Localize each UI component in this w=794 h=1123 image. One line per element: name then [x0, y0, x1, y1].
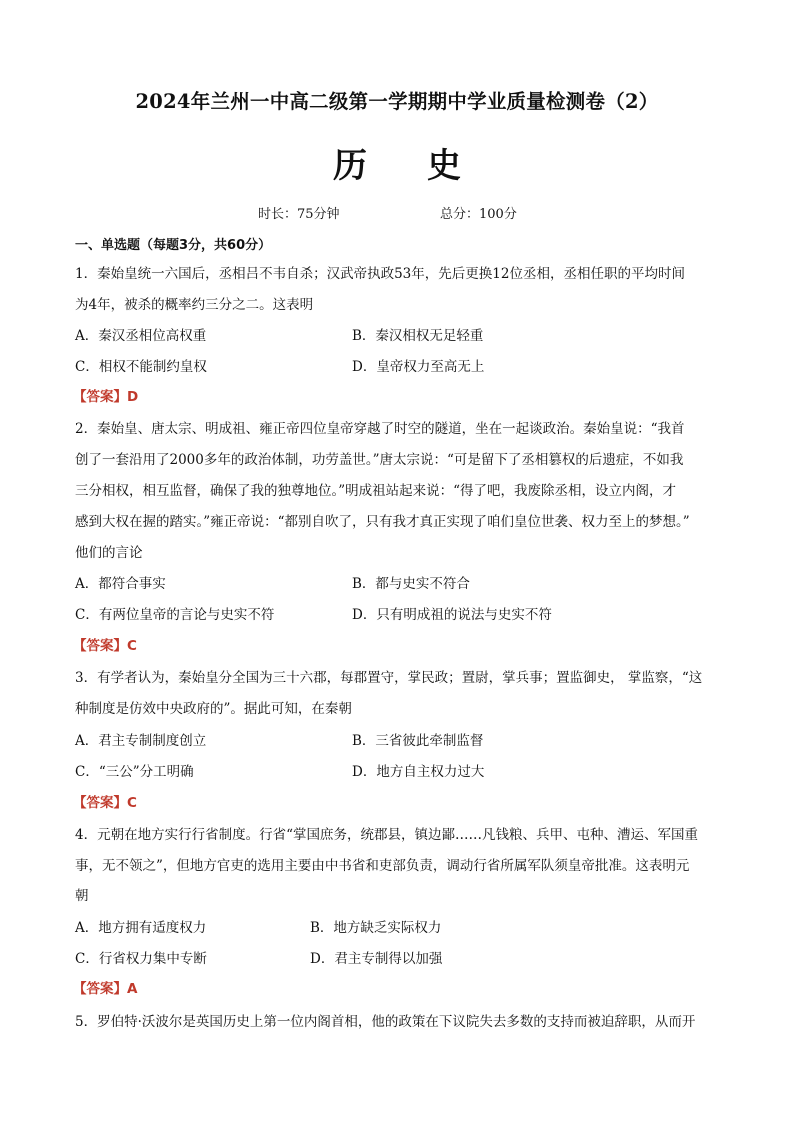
exam-title: 2024年兰州一中高二级第一学期期中学业质量检测卷（2）: [135, 90, 659, 113]
question-4-line-3: 朝: [75, 888, 89, 904]
question-3-option-a: A．君主专制制度创立: [75, 733, 207, 749]
subject-title: 历史: [333, 146, 521, 186]
question-4-option-d: D．君主专制得以加强: [310, 951, 443, 967]
question-2-line-1: 2．秦始皇、唐太宗、明成祖、雍正帝四位皇帝穿越了时空的隧道，坐在一起谈政治。秦始皇说：“我首: [75, 421, 685, 437]
question-2-line-3: 三分相权，相互监督，确保了我的独尊地位。”明成祖站起来说：“得了吧，我废除丞相，设立内阁，才: [75, 483, 677, 499]
question-2-option-a: A．都符合事实: [75, 576, 166, 592]
question-3-option-b: B．三省彼此牵制监督: [352, 733, 484, 749]
question-2-answer: 【答案】C: [73, 638, 137, 654]
question-3-option-c: C．“三公”分工明确: [75, 764, 194, 780]
question-1-option-b: B．秦汉相权无足轻重: [352, 328, 484, 344]
question-3-line-1: 3．有学者认为，秦始皇分全国为三十六郡，每郡置守，掌民政；置尉，掌兵事；置监御史， 掌监察，“这: [75, 670, 703, 686]
exam-duration: 时长：75分钟: [258, 207, 340, 222]
question-2-option-d: D．只有明成祖的说法与史实不符: [352, 607, 552, 623]
exam-total-score: 总分：100分: [440, 207, 517, 222]
question-5-line-1: 5．罗伯特·沃波尔是英国历史上第一位内阁首相，他的政策在下议院失去多数的支持而被迫辞职，从而开: [75, 1014, 696, 1030]
question-1-line-2: 为4年，被杀的概率约三分之二。这表明: [75, 297, 314, 313]
question-4-option-b: B．地方缺乏实际权力: [310, 920, 442, 936]
question-2-option-c: C．有两位皇帝的言论与史实不符: [75, 607, 275, 623]
question-3-line-2: 种制度是仿效中央政府的”。据此可知，在秦朝: [75, 701, 352, 717]
question-1-line-1: 1．秦始皇统一六国后，丞相吕不韦自杀；汉武帝执政53年，先后更换12位丞相，丞相任职的平均时间: [75, 266, 685, 282]
question-1-option-d: D．皇帝权力至高无上: [352, 359, 485, 375]
question-2-option-b: B．都与史实不符合: [352, 576, 470, 592]
question-1-option-a: A．秦汉丞相位高权重: [75, 328, 207, 344]
question-1-option-c: C．相权不能制约皇权: [75, 359, 207, 375]
question-2-line-5: 他们的言论: [75, 545, 143, 561]
question-3-option-d: D．地方自主权力过大: [352, 764, 485, 780]
question-4-answer: 【答案】A: [73, 981, 138, 997]
question-2-line-2: 创了一套沿用了2000多年的政治体制，功劳盖世。”唐太宗说：“可是留下了丞相篡权的后遗症，不如我: [75, 452, 684, 468]
question-4-option-a: A．地方拥有适度权力: [75, 920, 207, 936]
section-heading: 一、单选题（每题3分，共60分）: [75, 238, 272, 253]
question-4-line-1: 4．元朝在地方实行行省制度。行省“掌国庶务，统郡县，镇边鄙……凡钱粮、兵甲、屯种、漕运、军国重: [75, 827, 698, 843]
question-3-answer: 【答案】C: [73, 795, 137, 811]
question-2-line-4: 感到大权在握的踏实。”雍正帝说：“都别自吹了，只有我才真正实现了咱们皇位世袭、权力至上的梦想。”: [75, 514, 690, 530]
question-4-option-c: C．行省权力集中专断: [75, 951, 207, 967]
question-1-answer: 【答案】D: [73, 389, 139, 405]
question-4-line-2: 事，无不领之”，但地方官吏的选用主要由中书省和吏部负责，调动行省所属军队须皇帝批准。这表明元: [75, 858, 690, 874]
